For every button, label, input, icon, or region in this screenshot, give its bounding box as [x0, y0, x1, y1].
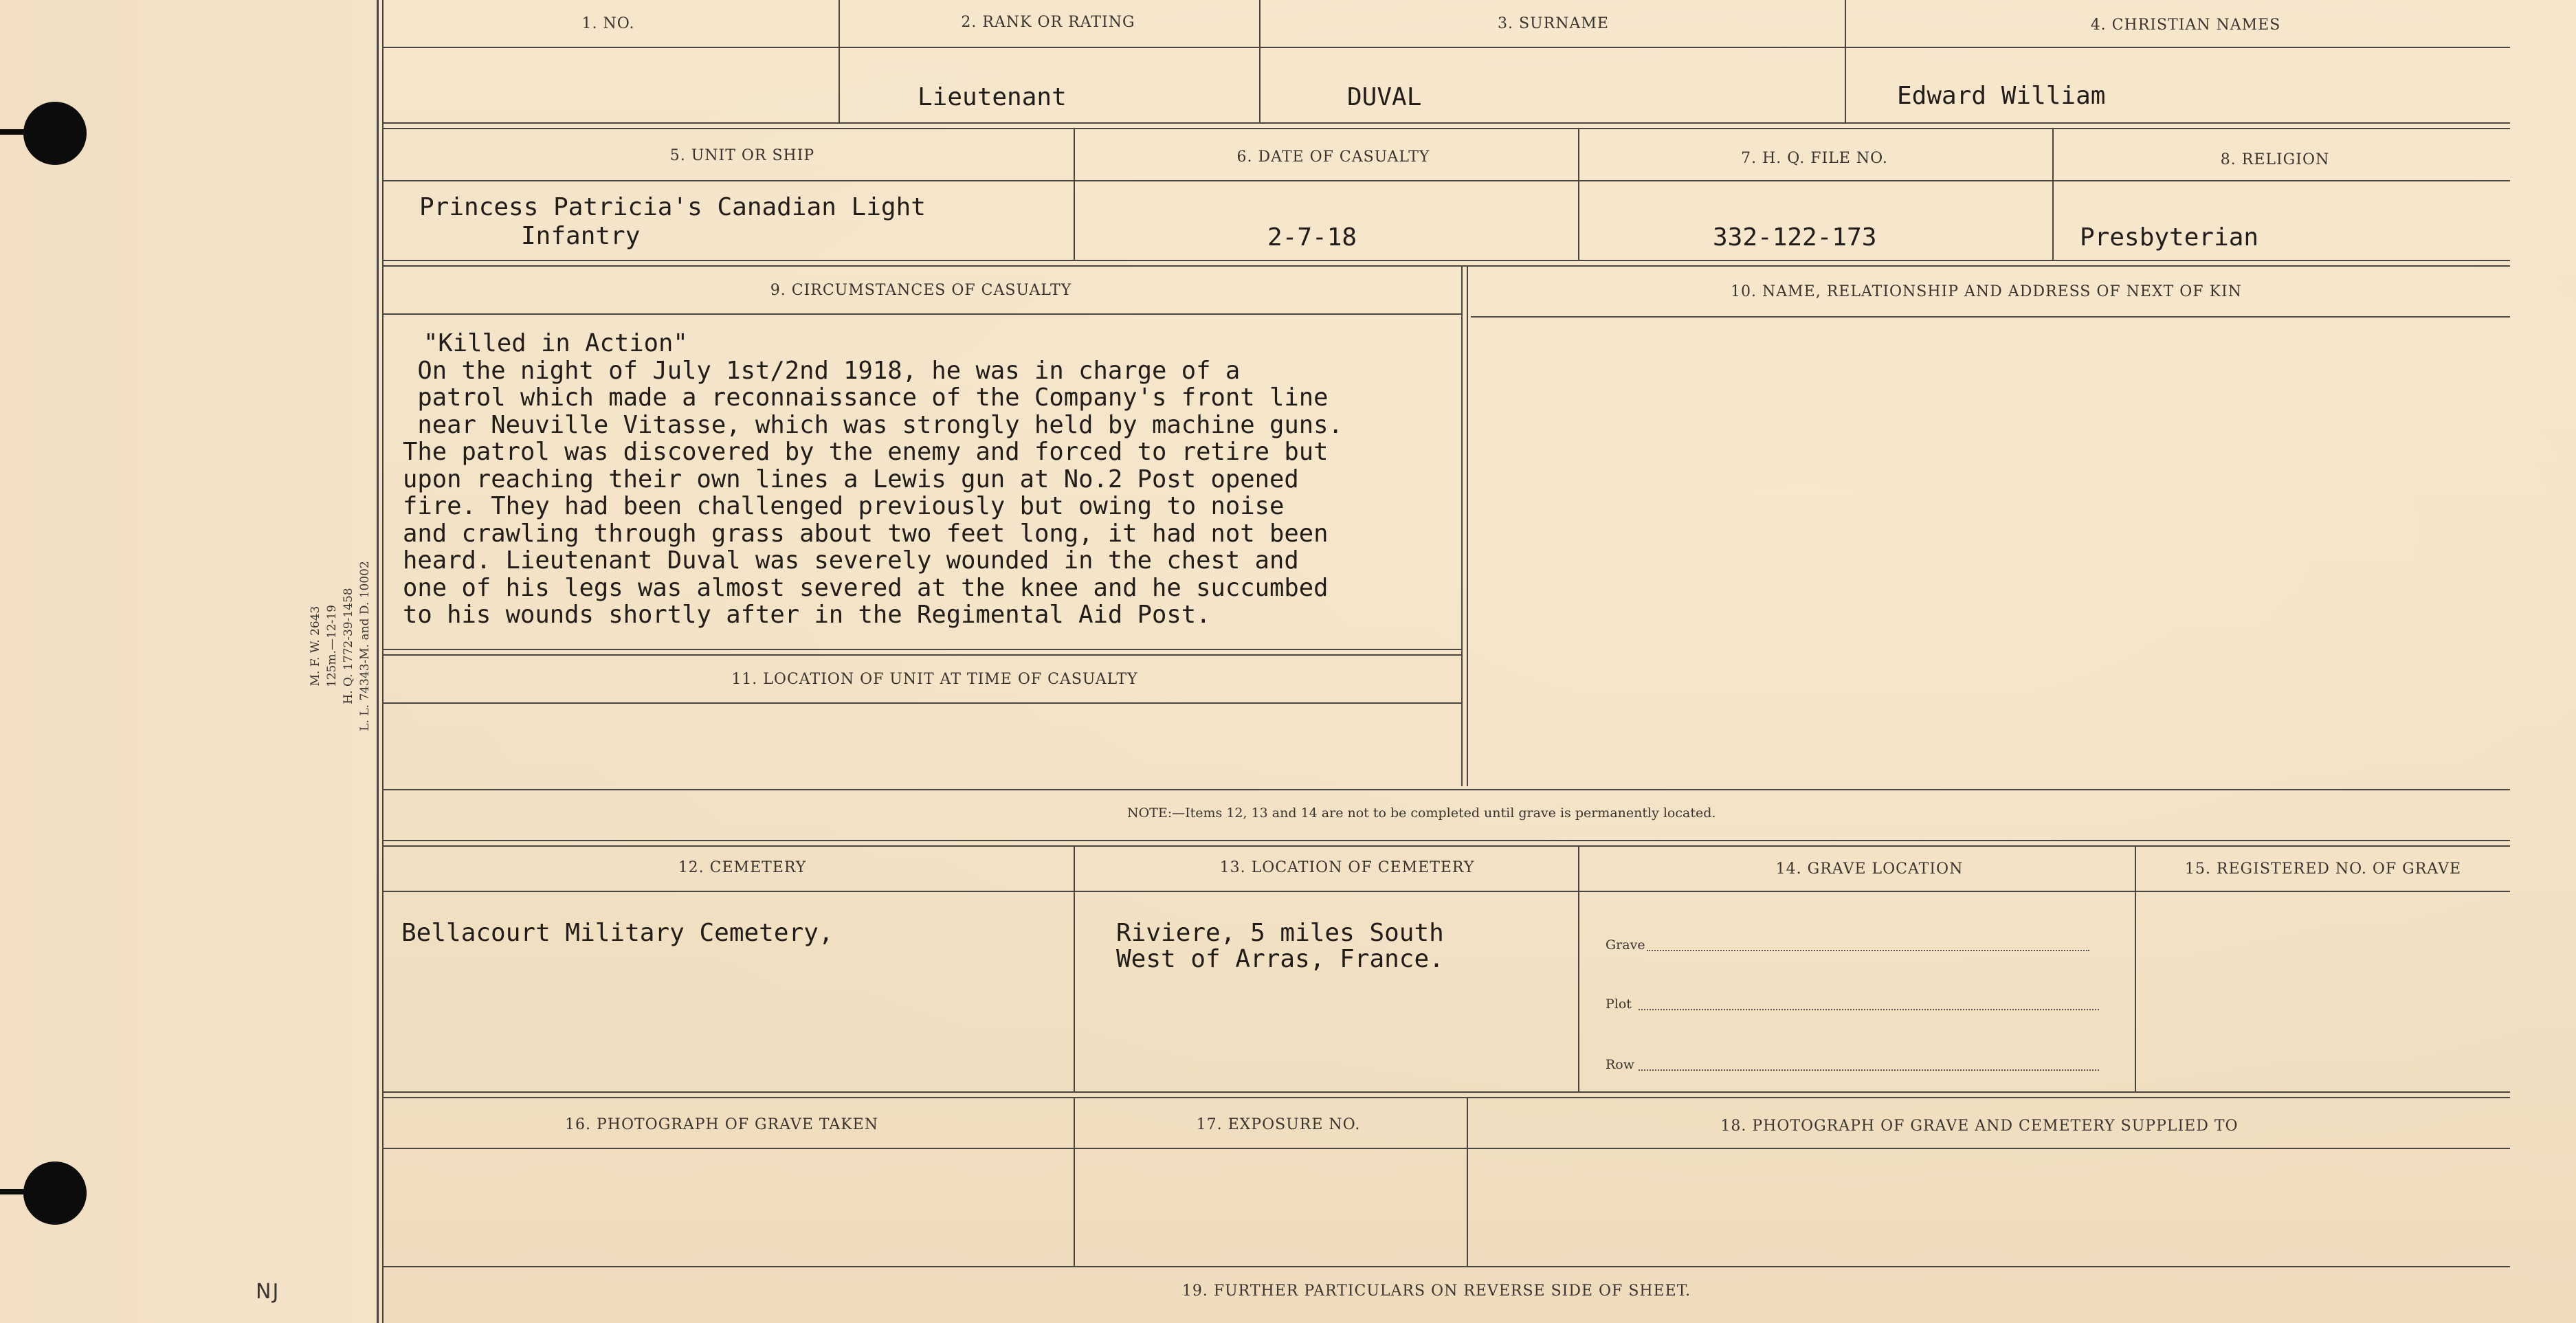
rule: [1467, 267, 1468, 786]
value-unit-line-2: Infantry: [521, 222, 641, 250]
rule: [382, 260, 2510, 261]
header-rank: 2. RANK OR RATING: [961, 14, 1135, 31]
form-left-border: [377, 0, 379, 1323]
rule: [1461, 267, 1463, 786]
header-unit: 5. UNIT OR SHIP: [669, 147, 815, 164]
header-religion: 8. RELIGION: [2220, 151, 2330, 168]
value-unit-line-1: Princess Patricia's Canadian Light: [419, 193, 926, 221]
header-cemetery: 12. CEMETERY: [678, 859, 807, 876]
grave-field-line: [1647, 950, 2089, 951]
header-photo-supplied: 18. PHOTOGRAPH OF GRAVE AND CEMETERY SUPPLIED TO: [1720, 1118, 2239, 1135]
circumstances-text: [403, 330, 1461, 629]
note-text: NOTE:—Items 12, 13 and 14 are not to be completed until grave is permanently located.: [1127, 805, 1716, 821]
circumstances-line: fire. They had been challenged previously but owing to noise: [403, 492, 1285, 520]
form-left-border-inner: [382, 0, 384, 1323]
value-christian-names: Edward William: [1897, 82, 2106, 110]
rule: [1074, 1098, 1075, 1266]
imprint-line: 125m.—12-19: [325, 605, 339, 687]
row-field-line: [1639, 1069, 2099, 1071]
rule: [382, 789, 2510, 790]
circumstances-line: upon reaching their own lines a Lewis gun at No.2 Post opened: [403, 465, 1299, 493]
header-grave-location: 14. GRAVE LOCATION: [1775, 860, 1964, 878]
value-surname: DUVAL: [1347, 83, 1422, 111]
header-circumstances: 9. CIRCUMSTANCES OF CASUALTY: [770, 282, 1072, 299]
circumstances-line: and crawling through grass about two feet long, it had not been: [403, 519, 1329, 548]
row-field-label: Row: [1606, 1057, 1635, 1072]
rule: [1845, 0, 1846, 124]
rule: [1578, 847, 1579, 1091]
rule: [382, 313, 1461, 315]
circumstances-line: "Killed in Action": [423, 329, 688, 357]
rule: [382, 702, 1461, 704]
rule: [1259, 0, 1261, 124]
rule: [1074, 847, 1075, 1091]
rule: [2052, 129, 2054, 261]
circumstances-line: The patrol was discovered by the enemy and forced to retire but: [403, 438, 1329, 466]
rule: [382, 840, 2510, 841]
header-location-unit: 11. LOCATION OF UNIT AT TIME OF CASUALTY: [731, 671, 1138, 688]
punch-hole-bottom: [23, 1161, 87, 1225]
header-registered-no: 15. REGISTERED NO. OF GRAVE: [2184, 860, 2462, 878]
header-date: 6. DATE OF CASUALTY: [1236, 148, 1430, 166]
header-christian-names: 4. CHRISTIAN NAMES: [2090, 16, 2281, 34]
rule: [382, 122, 2510, 124]
value-cemetery: Bellacourt Military Cemetery,: [401, 919, 834, 947]
plot-field-label: Plot: [1606, 997, 1632, 1012]
grave-field-label: Grave: [1606, 937, 1645, 953]
header-surname: 3. SURNAME: [1498, 15, 1609, 32]
plot-field-line: [1639, 1009, 2099, 1010]
header-no: 1. NO.: [581, 15, 635, 32]
rule: [382, 1097, 2510, 1098]
header-next-of-kin: 10. NAME, RELATIONSHIP AND ADDRESS OF NEXT OF KIN: [1731, 283, 2242, 300]
rule: [1467, 1098, 1468, 1266]
rule: [1471, 316, 2510, 318]
circumstances-line: patrol which made a reconnaissance of the Company's front line: [403, 383, 1329, 412]
value-hq-file: 332-122-173: [1713, 223, 1877, 252]
imprint-line: L. L. 74343-M. and D. 10002: [358, 561, 372, 731]
value-religion: Presbyterian: [2080, 223, 2259, 252]
imprint-line: M. F. W. 2643: [309, 605, 322, 687]
rule: [382, 891, 2510, 892]
punch-hole-top: [23, 102, 87, 165]
rule: [2135, 847, 2136, 1091]
rule: [839, 0, 840, 124]
rule: [382, 128, 2510, 129]
header-photo-taken: 16. PHOTOGRAPH OF GRAVE TAKEN: [565, 1116, 878, 1133]
circumstances-line: one of his legs was almost severed at the knee and he succumbed: [403, 573, 1329, 602]
rule: [382, 265, 2510, 267]
circumstances-line: near Neuville Vitasse, which was strongly held by machine guns.: [403, 410, 1343, 439]
rule: [382, 845, 2510, 847]
rule: [382, 654, 1461, 656]
rule: [382, 180, 2510, 181]
rule: [382, 649, 1461, 650]
rule: [382, 1091, 2510, 1093]
rule: [382, 1148, 2510, 1149]
rule: [1578, 129, 1579, 261]
header-exposure: 17. EXPOSURE NO.: [1196, 1116, 1361, 1133]
header-location-cemetery: 13. LOCATION OF CEMETERY: [1219, 859, 1475, 876]
value-rank: Lieutenant: [918, 83, 1067, 111]
rule: [382, 47, 2510, 48]
circumstances-line: to his wounds shortly after in the Regimental Aid Post.: [403, 601, 1211, 629]
rule: [1074, 129, 1075, 261]
header-hq-file: 7. H. Q. FILE NO.: [1741, 150, 1888, 167]
value-location-line-1: Riviere, 5 miles South: [1116, 919, 1444, 947]
circumstances-line: heard. Lieutenant Duval was severely wounded in the chest and: [403, 546, 1299, 575]
circumstances-line: On the night of July 1st/2nd 1918, he was in charge of a: [403, 356, 1241, 385]
value-date: 2-7-18: [1267, 223, 1357, 252]
clerk-initials: NJ: [256, 1280, 280, 1304]
imprint-line: H. Q. 1772-39-1458: [342, 588, 355, 704]
rule: [382, 1266, 2510, 1267]
value-location-line-2: West of Arras, France.: [1116, 945, 1444, 973]
header-further-particulars: 19. FURTHER PARTICULARS ON REVERSE SIDE OF SHEET.: [1181, 1282, 1691, 1300]
